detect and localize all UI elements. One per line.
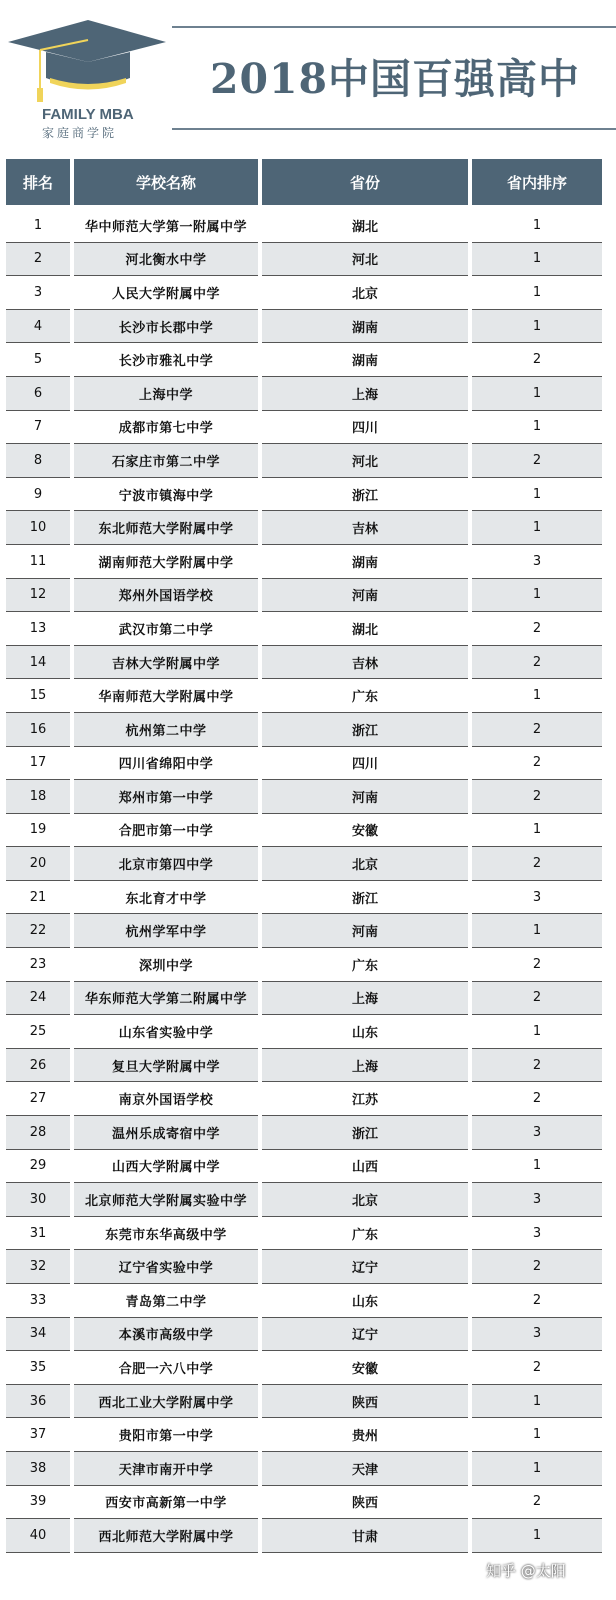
cell-rank: 17 (6, 747, 70, 781)
table-row (6, 713, 610, 747)
cell-province: 安徽 (262, 814, 468, 848)
cell-rank: 23 (6, 948, 70, 982)
cell-province: 河北 (262, 444, 468, 478)
column-header-rank: 排名 (6, 159, 70, 205)
cell-rank: 3 (6, 276, 70, 310)
cell-province-rank: 2 (472, 780, 602, 814)
cell-province: 陕西 (262, 1486, 468, 1520)
table-row (6, 1452, 610, 1486)
cell-rank: 32 (6, 1250, 70, 1284)
cell-rank: 13 (6, 612, 70, 646)
cell-rank: 15 (6, 679, 70, 713)
cell-province: 湖南 (262, 310, 468, 344)
table-row (6, 1250, 610, 1284)
cell-province-rank: 2 (472, 1351, 602, 1385)
cell-province: 陕西 (262, 1385, 468, 1419)
cell-province-rank: 1 (472, 243, 602, 277)
cell-rank: 5 (6, 343, 70, 377)
cell-rank: 20 (6, 847, 70, 881)
cell-province: 北京 (262, 276, 468, 310)
cell-province-rank: 2 (472, 713, 602, 747)
cell-province: 贵州 (262, 1418, 468, 1452)
cell-school-name: 西安市高新第一中学 (74, 1486, 258, 1520)
table-row (6, 847, 610, 881)
cell-province-rank: 3 (472, 1217, 602, 1251)
cell-school-name: 成都市第七中学 (74, 411, 258, 445)
table-row (6, 243, 610, 277)
cell-province: 河南 (262, 780, 468, 814)
table-row (6, 780, 610, 814)
cell-rank: 9 (6, 478, 70, 512)
cell-school-name: 山东省实验中学 (74, 1015, 258, 1049)
cell-rank: 28 (6, 1116, 70, 1150)
cell-province-rank: 2 (472, 444, 602, 478)
table-row (6, 444, 610, 478)
cell-school-name: 温州乐成寄宿中学 (74, 1116, 258, 1150)
cell-rank: 19 (6, 814, 70, 848)
table-row (6, 1486, 610, 1520)
logo-subtitle: 家庭商学院 (42, 126, 118, 140)
table-row (6, 1183, 610, 1217)
cell-rank: 38 (6, 1452, 70, 1486)
cell-province: 河北 (262, 243, 468, 277)
table-row (6, 1284, 610, 1318)
cell-province: 辽宁 (262, 1318, 468, 1352)
cell-rank: 4 (6, 310, 70, 344)
cell-rank: 24 (6, 982, 70, 1016)
cell-province-rank: 2 (472, 747, 602, 781)
table-row (6, 1082, 610, 1116)
cell-province-rank: 1 (472, 579, 602, 613)
table-row (6, 914, 610, 948)
cell-province: 北京 (262, 1183, 468, 1217)
cell-province-rank: 1 (472, 679, 602, 713)
cell-province: 浙江 (262, 1116, 468, 1150)
cell-school-name: 湖南师范大学附属中学 (74, 545, 258, 579)
cell-rank: 39 (6, 1486, 70, 1520)
cell-rank: 7 (6, 411, 70, 445)
cell-province-rank: 1 (472, 511, 602, 545)
table-row (6, 679, 610, 713)
cell-school-name: 深圳中学 (74, 948, 258, 982)
cell-province: 浙江 (262, 713, 468, 747)
table-row (6, 478, 610, 512)
ranking-table (6, 159, 610, 1553)
cell-province-rank: 1 (472, 1385, 602, 1419)
watermark: 知乎 @太阳 (486, 1562, 566, 1580)
cell-school-name: 北京师范大学附属实验中学 (74, 1183, 258, 1217)
title-top-rule (172, 26, 616, 28)
cell-school-name: 合肥市第一中学 (74, 814, 258, 848)
table-row (6, 579, 610, 613)
cell-school-name: 河北衡水中学 (74, 243, 258, 277)
cell-school-name: 人民大学附属中学 (74, 276, 258, 310)
cell-school-name: 复旦大学附属中学 (74, 1049, 258, 1083)
cell-rank: 35 (6, 1351, 70, 1385)
cell-rank: 1 (6, 209, 70, 243)
cell-province: 上海 (262, 1049, 468, 1083)
cell-province: 山东 (262, 1284, 468, 1318)
table-row (6, 1385, 610, 1419)
cell-school-name: 武汉市第二中学 (74, 612, 258, 646)
cell-province-rank: 3 (472, 1116, 602, 1150)
cell-rank: 22 (6, 914, 70, 948)
cell-school-name: 辽宁省实验中学 (74, 1250, 258, 1284)
cell-rank: 30 (6, 1183, 70, 1217)
page-title: 2018中国百强高中 (209, 55, 581, 103)
title-bottom-rule (172, 128, 616, 130)
table-row (6, 1418, 610, 1452)
cell-school-name: 长沙市长郡中学 (74, 310, 258, 344)
cell-school-name: 华南师范大学附属中学 (74, 679, 258, 713)
cell-school-name: 东北师范大学附属中学 (74, 511, 258, 545)
table-row (6, 545, 610, 579)
cell-province: 安徽 (262, 1351, 468, 1385)
column-header-province: 省份 (262, 159, 468, 205)
cell-province-rank: 1 (472, 1452, 602, 1486)
cell-province-rank: 2 (472, 1250, 602, 1284)
cell-province-rank: 2 (472, 1082, 602, 1116)
cell-province: 山东 (262, 1015, 468, 1049)
cell-school-name: 上海中学 (74, 377, 258, 411)
cell-province-rank: 1 (472, 209, 602, 243)
cell-province: 湖南 (262, 343, 468, 377)
table-row (6, 982, 610, 1016)
cell-province-rank: 1 (472, 377, 602, 411)
table-header-row (6, 159, 610, 205)
table-row (6, 1116, 610, 1150)
column-header-school: 学校名称 (74, 159, 258, 205)
cell-rank: 10 (6, 511, 70, 545)
cell-rank: 6 (6, 377, 70, 411)
table-row (6, 310, 610, 344)
cell-rank: 36 (6, 1385, 70, 1419)
cell-rank: 11 (6, 545, 70, 579)
table-row (6, 1015, 610, 1049)
cell-rank: 25 (6, 1015, 70, 1049)
table-row (6, 1217, 610, 1251)
cell-province: 广东 (262, 679, 468, 713)
cell-province: 辽宁 (262, 1250, 468, 1284)
cell-province: 河南 (262, 579, 468, 613)
cell-rank: 2 (6, 243, 70, 277)
cell-province: 天津 (262, 1452, 468, 1486)
table-body (6, 209, 610, 1553)
cell-school-name: 天津市南开中学 (74, 1452, 258, 1486)
cell-province-rank: 2 (472, 1284, 602, 1318)
cell-school-name: 山西大学附属中学 (74, 1150, 258, 1184)
cell-province: 吉林 (262, 511, 468, 545)
cell-school-name: 郑州外国语学校 (74, 579, 258, 613)
table-row (6, 1318, 610, 1352)
cell-province-rank: 3 (472, 545, 602, 579)
cell-province: 四川 (262, 411, 468, 445)
cell-school-name: 华中师范大学第一附属中学 (74, 209, 258, 243)
cell-school-name: 华东师范大学第二附属中学 (74, 982, 258, 1016)
cell-province: 四川 (262, 747, 468, 781)
cell-province-rank: 3 (472, 1183, 602, 1217)
cell-province-rank: 1 (472, 1015, 602, 1049)
cell-school-name: 四川省绵阳中学 (74, 747, 258, 781)
cell-province: 河南 (262, 914, 468, 948)
cell-province: 湖南 (262, 545, 468, 579)
cell-province-rank: 1 (472, 1418, 602, 1452)
cell-school-name: 东北育才中学 (74, 881, 258, 915)
cell-province-rank: 3 (472, 881, 602, 915)
cell-school-name: 北京市第四中学 (74, 847, 258, 881)
column-header-province-rank: 省内排序 (472, 159, 602, 205)
table-row (6, 747, 610, 781)
cell-rank: 31 (6, 1217, 70, 1251)
cell-school-name: 石家庄市第二中学 (74, 444, 258, 478)
cell-rank: 14 (6, 646, 70, 680)
table-row (6, 343, 610, 377)
cell-school-name: 青岛第二中学 (74, 1284, 258, 1318)
cell-province-rank: 2 (472, 948, 602, 982)
cell-rank: 18 (6, 780, 70, 814)
cell-school-name: 本溪市高级中学 (74, 1318, 258, 1352)
cell-rank: 29 (6, 1150, 70, 1184)
page-header (0, 0, 616, 150)
cell-province: 吉林 (262, 646, 468, 680)
cell-province: 江苏 (262, 1082, 468, 1116)
cell-province-rank: 1 (472, 1150, 602, 1184)
cell-school-name: 吉林大学附属中学 (74, 646, 258, 680)
table-row (6, 1519, 610, 1553)
cell-province: 浙江 (262, 881, 468, 915)
cell-rank: 33 (6, 1284, 70, 1318)
cell-school-name: 西北师范大学附属中学 (74, 1519, 258, 1553)
cell-province-rank: 1 (472, 276, 602, 310)
cell-province: 上海 (262, 982, 468, 1016)
cell-province-rank: 1 (472, 411, 602, 445)
table-row (6, 646, 610, 680)
cell-rank: 21 (6, 881, 70, 915)
cell-province: 甘肃 (262, 1519, 468, 1553)
cell-province-rank: 2 (472, 982, 602, 1016)
cell-school-name: 郑州市第一中学 (74, 780, 258, 814)
cell-rank: 12 (6, 579, 70, 613)
cell-province-rank: 1 (472, 914, 602, 948)
table-row (6, 814, 610, 848)
cell-province: 广东 (262, 948, 468, 982)
table-row (6, 1049, 610, 1083)
cell-rank: 16 (6, 713, 70, 747)
table-row (6, 276, 610, 310)
cell-school-name: 贵阳市第一中学 (74, 1418, 258, 1452)
cell-school-name: 南京外国语学校 (74, 1082, 258, 1116)
cell-province: 湖北 (262, 209, 468, 243)
table-row (6, 209, 610, 243)
cell-rank: 37 (6, 1418, 70, 1452)
table-row (6, 411, 610, 445)
cell-school-name: 长沙市雅礼中学 (74, 343, 258, 377)
cell-school-name: 杭州第二中学 (74, 713, 258, 747)
cell-province-rank: 1 (472, 310, 602, 344)
cell-rank: 34 (6, 1318, 70, 1352)
cell-province-rank: 2 (472, 646, 602, 680)
cell-province-rank: 3 (472, 1318, 602, 1352)
table-row (6, 1150, 610, 1184)
table-row (6, 612, 610, 646)
table-row (6, 948, 610, 982)
cell-province-rank: 2 (472, 343, 602, 377)
cell-school-name: 杭州学军中学 (74, 914, 258, 948)
cell-province-rank: 2 (472, 847, 602, 881)
cell-province-rank: 1 (472, 814, 602, 848)
cell-province-rank: 1 (472, 1519, 602, 1553)
cell-rank: 27 (6, 1082, 70, 1116)
cell-province-rank: 2 (472, 1049, 602, 1083)
cell-province: 山西 (262, 1150, 468, 1184)
cell-province: 湖北 (262, 612, 468, 646)
cell-rank: 26 (6, 1049, 70, 1083)
cell-school-name: 东莞市东华高级中学 (74, 1217, 258, 1251)
logo-name: FAMILY MBA (42, 106, 134, 123)
cell-school-name: 西北工业大学附属中学 (74, 1385, 258, 1419)
cell-province: 北京 (262, 847, 468, 881)
cell-province-rank: 1 (472, 478, 602, 512)
cell-rank: 8 (6, 444, 70, 478)
cell-province-rank: 2 (472, 612, 602, 646)
cell-province: 广东 (262, 1217, 468, 1251)
cell-province-rank: 2 (472, 1486, 602, 1520)
table-row (6, 1351, 610, 1385)
table-row (6, 377, 610, 411)
table-row (6, 881, 610, 915)
cell-province: 浙江 (262, 478, 468, 512)
cell-school-name: 合肥一六八中学 (74, 1351, 258, 1385)
table-row (6, 511, 610, 545)
cell-rank: 40 (6, 1519, 70, 1553)
cell-province: 上海 (262, 377, 468, 411)
cell-school-name: 宁波市镇海中学 (74, 478, 258, 512)
family-mba-logo (6, 20, 168, 140)
